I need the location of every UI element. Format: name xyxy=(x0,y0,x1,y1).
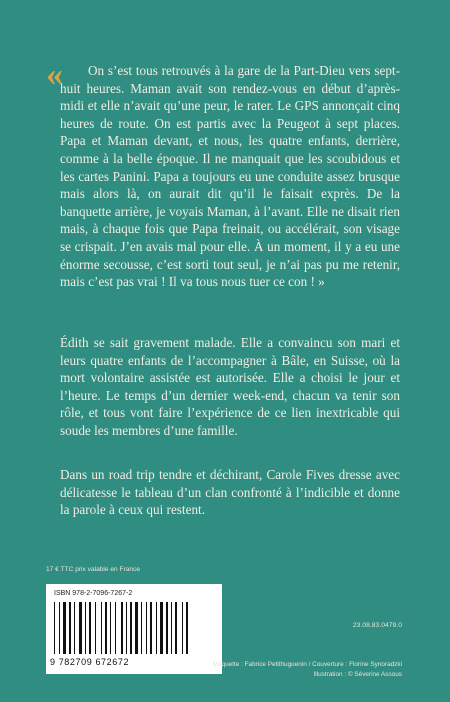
barcode-bar xyxy=(110,602,111,654)
summary-paragraph: Édith se sait gravement malade. Elle a convaincu son mari et leurs quatre enfants de l’accompagner à Bâle, en Suisse, où la mort volontaire assistée est autorisée. Elle a choisi le jour et l’heure. Le temps d’un dernier week-end, chacun va tenir son rôle, et tous vont faire l’expérience de ce lien inextricable qui soude les membres d’une famille. xyxy=(60,335,400,438)
barcode-bar xyxy=(126,602,127,654)
barcode-number: 9 782709 672672 xyxy=(50,657,130,667)
barcode-bar xyxy=(101,602,102,654)
barcode-bar xyxy=(166,602,168,654)
barcode-bar xyxy=(186,602,188,654)
barcode-bar xyxy=(160,602,163,654)
barcode-bar xyxy=(105,602,107,654)
credit-design: Maquette : Fabrice Petithuguenin / Couverture : Florine Synoradzki xyxy=(212,661,402,668)
barcode-bar xyxy=(63,602,66,654)
barcode-bar xyxy=(130,602,132,654)
barcode-bar xyxy=(171,602,172,654)
reference-code: 23.08.83.0479.0 xyxy=(352,622,402,629)
opening-quote-mark: « xyxy=(46,56,63,93)
barcode-bar xyxy=(175,602,177,654)
barcode-bar xyxy=(156,602,157,654)
barcode-bar xyxy=(74,602,75,654)
price-label: 17 € TTC prix valable en France xyxy=(46,566,141,573)
barcode-bar xyxy=(150,602,152,654)
credits xyxy=(213,660,402,680)
barcode-bar xyxy=(89,602,91,654)
barcode-bar xyxy=(182,602,183,654)
barcode-bar xyxy=(85,602,86,654)
barcode-bar xyxy=(121,602,123,654)
pitch-paragraph: Dans un road trip tendre et déchirant, Carole Fives dresse avec délicatesse le tableau d’un clan confronté à l’indicible et donne la parole à ceux qui restent. xyxy=(60,467,400,518)
barcode-bar xyxy=(79,602,82,654)
excerpt-paragraph: On s’est tous retrouvés à la gare de la Part-Dieu vers sept-huit heures. Maman avait son rendez-vous en début d’après-midi et elle n’avait qu’une peur, le rater. Le GPS annonçait cinq heures de route. On est partis avec la Peugeot à sept places. Papa et Maman devant, et nous, les quatre enfants, derrière, comme à la belle époque. Il ne manquait que les scoubidous et les cartes Panini. Papa a toujours eu une conduite assez brusque mais alors là, on aurait dit qu’il le faisait exprès. De la banquette arrière, je voyais Maman, à l’avant. Elle ne disait rien mais, à chaque fois que Papa freinait, ou accélérait, son visage se crispait. J’en avais mal pour elle. À un moment, il y a eu une énorme secousse, c’est sorti tout seul, je n’ai pas pu me retenir, mais c’est pas vrai ! Il va tous nous tuer ce con ! » xyxy=(60,63,400,290)
barcode-bar xyxy=(69,602,71,654)
barcode-bar xyxy=(54,602,55,654)
barcode-bar xyxy=(141,602,142,654)
barcode-bar xyxy=(115,602,116,654)
barcode xyxy=(46,584,222,674)
barcode-bar xyxy=(95,602,96,654)
barcode-bar xyxy=(135,602,138,654)
barcode-bar xyxy=(59,602,60,654)
barcode-bar xyxy=(146,602,147,654)
credit-illustration: Illustration : © Séverine Assous xyxy=(313,671,402,678)
barcode-bars xyxy=(52,602,216,656)
isbn-label: ISBN 978-2-7096-7267-2 xyxy=(54,590,133,597)
